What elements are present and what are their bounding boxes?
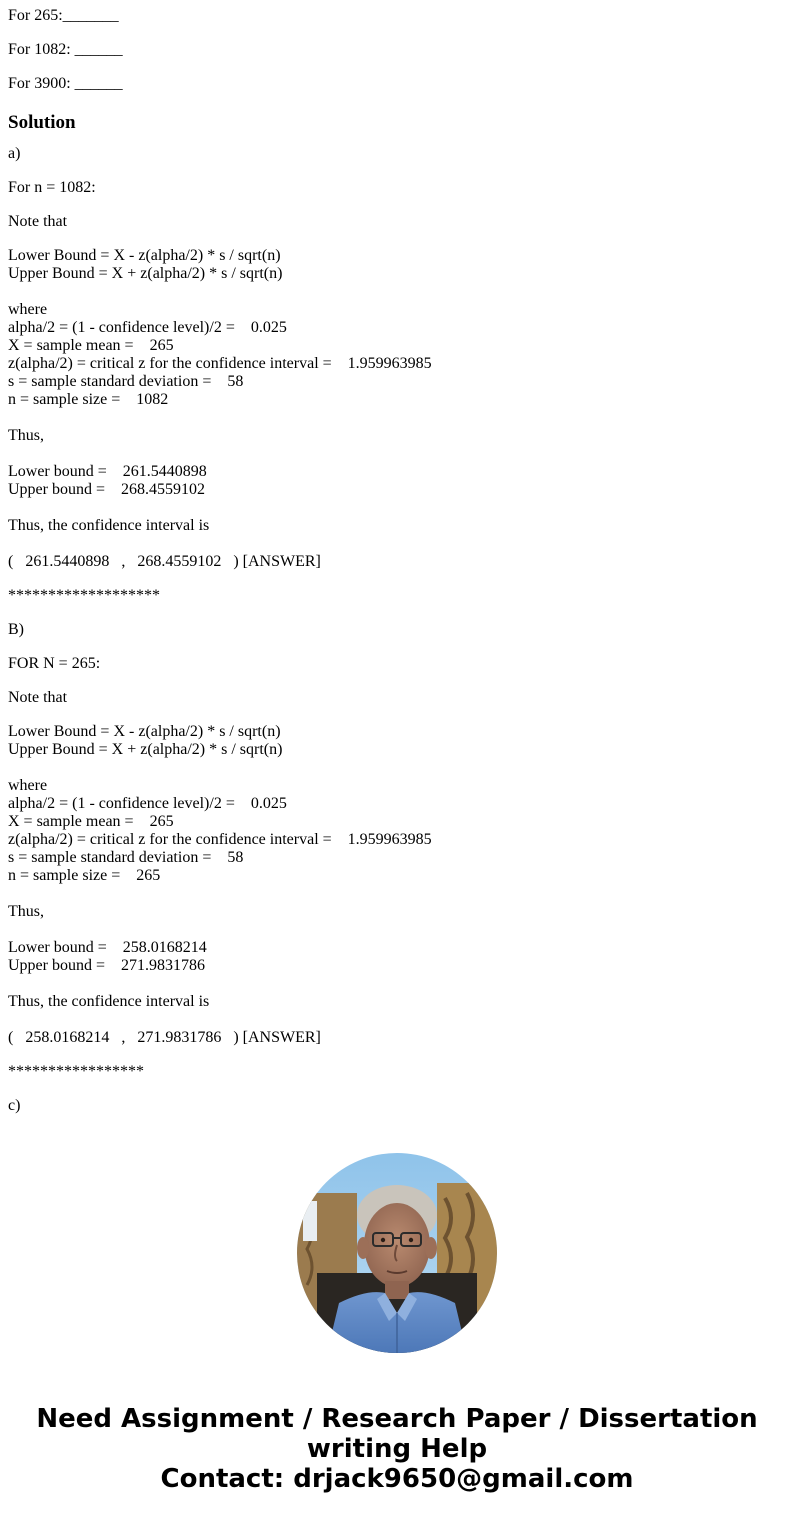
part-b-label: B)	[8, 621, 24, 638]
part-a-ci-intro: Thus, the confidence interval is	[8, 517, 210, 534]
part-a-alpha: alpha/2 = (1 - confidence level)/2 = 0.025	[8, 319, 287, 336]
part-a-upper-formula: Upper Bound = X + z(alpha/2) * s / sqrt(n)	[8, 265, 283, 282]
part-b-upper-formula: Upper Bound = X + z(alpha/2) * s / sqrt(n)	[8, 741, 283, 758]
solution-document	[8, 7, 778, 1123]
part-a-lower-formula: Lower Bound = X - z(alpha/2) * s / sqrt(n)	[8, 247, 281, 264]
part-a-upper-bound: Upper bound = 268.4559102	[8, 481, 206, 498]
solution-heading: Solution	[8, 112, 76, 133]
part-a-label: a)	[8, 145, 21, 162]
blank-3900: For 3900: ______	[8, 75, 123, 92]
part-b-lower-formula: Lower Bound = X - z(alpha/2) * s / sqrt(n)	[8, 723, 281, 740]
part-a-sd: s = sample standard deviation = 58	[8, 373, 244, 390]
part-a-thus: Thus,	[8, 427, 44, 444]
part-b-for-n: FOR N = 265:	[8, 655, 101, 672]
part-b-thus: Thus,	[8, 903, 44, 920]
part-a-stars: *******************	[8, 587, 160, 604]
part-b-n: n = sample size = 265	[8, 867, 161, 884]
part-b-z: z(alpha/2) = critical z for the confidence interval = 1.959963985	[8, 831, 432, 848]
blank-265: For 265:_______	[8, 7, 119, 24]
part-a-where: where	[8, 301, 48, 318]
part-b-note: Note that	[8, 689, 68, 706]
footer-contact	[0, 1404, 794, 1494]
footer-line-2: writing Help	[306, 1434, 488, 1464]
footer-line-3: Contact: drjack9650@gmail.com	[160, 1464, 634, 1494]
part-a-z: z(alpha/2) = critical z for the confidence interval = 1.959963985	[8, 355, 432, 372]
part-b-lower-bound: Lower bound = 258.0168214	[8, 939, 207, 956]
author-avatar	[297, 1153, 497, 1353]
footer-line-1: Need Assignment / Research Paper / Dissertation	[36, 1404, 758, 1434]
part-b-alpha: alpha/2 = (1 - confidence level)/2 = 0.025	[8, 795, 287, 812]
part-a-answer: ( 261.5440898 , 268.4559102 ) [ANSWER]	[8, 553, 321, 570]
part-b-ci-intro: Thus, the confidence interval is	[8, 993, 210, 1010]
part-b-where: where	[8, 777, 48, 794]
part-c-label: c)	[8, 1097, 21, 1114]
part-b-mean: X = sample mean = 265	[8, 813, 174, 830]
part-a-note: Note that	[8, 213, 68, 230]
part-a-mean: X = sample mean = 265	[8, 337, 174, 354]
blank-1082: For 1082: ______	[8, 41, 123, 58]
part-b-upper-bound: Upper bound = 271.9831786	[8, 957, 206, 974]
part-a-for-n: For n = 1082:	[8, 179, 96, 196]
part-b-sd: s = sample standard deviation = 58	[8, 849, 244, 866]
portrait-image	[297, 1153, 497, 1353]
part-a-n: n = sample size = 1082	[8, 391, 169, 408]
part-b-stars: *****************	[8, 1063, 144, 1080]
part-a-lower-bound: Lower bound = 261.5440898	[8, 463, 207, 480]
part-b-answer: ( 258.0168214 , 271.9831786 ) [ANSWER]	[8, 1029, 321, 1046]
